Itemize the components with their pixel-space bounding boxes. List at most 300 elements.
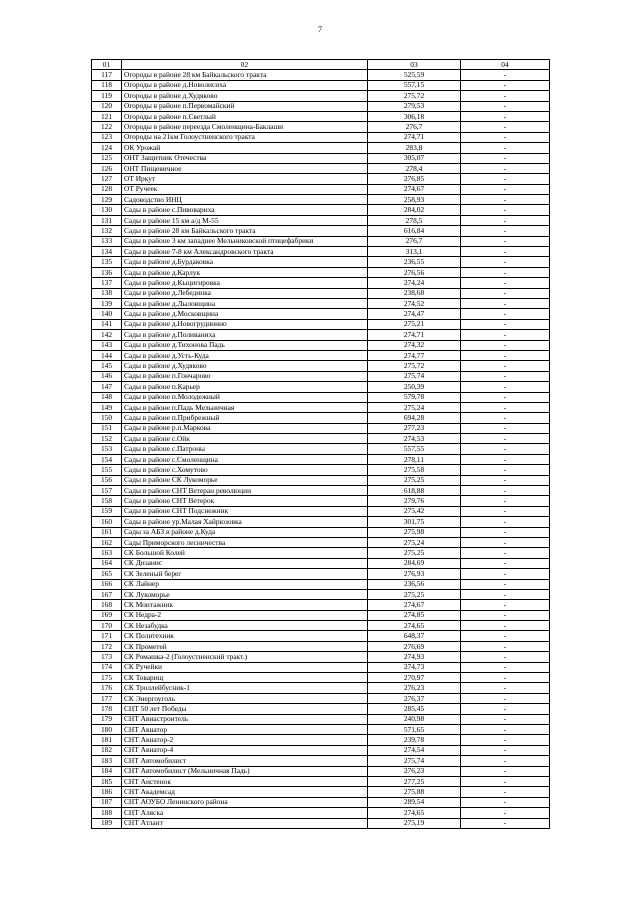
row-number: 183	[92, 756, 122, 766]
row-value: 557,15	[368, 80, 461, 90]
row-note: -	[461, 662, 550, 672]
row-name: Огороды в районе п.Светлый	[122, 111, 368, 121]
table-row	[92, 195, 550, 205]
row-value: 616,84	[368, 226, 461, 236]
row-name: СК Прометей	[122, 641, 368, 651]
row-note: -	[461, 330, 550, 340]
row-note: -	[461, 392, 550, 402]
table-row	[92, 236, 550, 246]
row-name: Сады в районе с.Смоленщина	[122, 454, 368, 464]
row-name: Садоводство ИНЦ	[122, 195, 368, 205]
row-note: -	[461, 70, 550, 80]
row-value: 274,71	[368, 132, 461, 142]
table-row	[92, 205, 550, 215]
row-name: Сады в районе д.Лыловщина	[122, 298, 368, 308]
row-value: 274,52	[368, 298, 461, 308]
row-value: 275,58	[368, 465, 461, 475]
row-value: 274,53	[368, 434, 461, 444]
row-name: СК Политехник	[122, 631, 368, 641]
row-note: -	[461, 756, 550, 766]
row-number: 141	[92, 319, 122, 329]
row-value: 276,7	[368, 122, 461, 132]
row-note: -	[461, 600, 550, 610]
row-note: -	[461, 423, 550, 433]
table-row	[92, 725, 550, 735]
row-note: -	[461, 257, 550, 267]
row-number: 124	[92, 143, 122, 153]
table-row	[92, 413, 550, 423]
row-note: -	[461, 382, 550, 392]
column-header-03: 03	[368, 60, 461, 70]
row-value: 276,23	[368, 683, 461, 693]
row-note: -	[461, 267, 550, 277]
row-value: 648,37	[368, 631, 461, 641]
row-note: -	[461, 247, 550, 257]
table-row	[92, 215, 550, 225]
row-value: 275,19	[368, 818, 461, 828]
row-number: 118	[92, 80, 122, 90]
row-number: 128	[92, 184, 122, 194]
row-name: СК Энергоуголь	[122, 693, 368, 703]
row-value: 278,11	[368, 454, 461, 464]
row-value: 276,37	[368, 693, 461, 703]
row-name: Сады в районе с.Ойк	[122, 434, 368, 444]
row-value: 275,21	[368, 319, 461, 329]
table-row	[92, 319, 550, 329]
row-number: 121	[92, 111, 122, 121]
row-name: Сады в районе п.Падь Мельничная	[122, 402, 368, 412]
row-name: СК Монтажник	[122, 600, 368, 610]
row-note: -	[461, 91, 550, 101]
table-row	[92, 735, 550, 745]
table-row	[92, 267, 550, 277]
row-number: 153	[92, 444, 122, 454]
row-name: Огороды в районе переезда Смоленщина-Баклаши	[122, 122, 368, 132]
row-note: -	[461, 610, 550, 620]
row-name: Сады в районе п.Гончарово	[122, 371, 368, 381]
row-note: -	[461, 808, 550, 818]
row-name: СНТ Аляска	[122, 808, 368, 818]
row-name: Сады в районе р.п.Маркова	[122, 423, 368, 433]
row-number: 156	[92, 475, 122, 485]
row-note: -	[461, 111, 550, 121]
row-name: СК Незабудка	[122, 621, 368, 631]
row-note: -	[461, 641, 550, 651]
row-name: Сады в районе СНТ Ветеран революции	[122, 486, 368, 496]
column-header-02: 02	[122, 60, 368, 70]
table-row	[92, 298, 550, 308]
row-value: 239,78	[368, 735, 461, 745]
row-note: -	[461, 413, 550, 423]
row-name: СК Лайнер	[122, 579, 368, 589]
row-name: ОТ Ручеек	[122, 184, 368, 194]
row-value: 579,78	[368, 392, 461, 402]
table-row	[92, 382, 550, 392]
row-value: 285,45	[368, 704, 461, 714]
row-name: СНТ Авиатор-2	[122, 735, 368, 745]
table-header-row	[92, 60, 550, 70]
row-number: 162	[92, 537, 122, 547]
row-value: 274,54	[368, 745, 461, 755]
row-name: Сады в районе с.Пивовариха	[122, 205, 368, 215]
table-row	[92, 361, 550, 371]
row-note: -	[461, 714, 550, 724]
row-value: 270,97	[368, 673, 461, 683]
row-name: ОК Урожай	[122, 143, 368, 153]
row-note: -	[461, 745, 550, 755]
row-name: Сады в районе 3 км западнее Мельниковской птицефабрики	[122, 236, 368, 246]
row-number: 130	[92, 205, 122, 215]
table-row	[92, 371, 550, 381]
row-value: 557,55	[368, 444, 461, 454]
row-note: -	[461, 683, 550, 693]
row-note: -	[461, 704, 550, 714]
row-number: 187	[92, 797, 122, 807]
data-table	[91, 59, 550, 829]
row-number: 131	[92, 215, 122, 225]
row-name: Сады в районе д.Бурдаковка	[122, 257, 368, 267]
row-value: 276,56	[368, 267, 461, 277]
row-note: -	[461, 80, 550, 90]
row-value: 276,69	[368, 641, 461, 651]
table-row	[92, 184, 550, 194]
row-number: 132	[92, 226, 122, 236]
row-number: 143	[92, 340, 122, 350]
table-row	[92, 350, 550, 360]
row-number: 180	[92, 725, 122, 735]
row-name: Сады в районе СНТ Ветерок	[122, 496, 368, 506]
row-note: -	[461, 506, 550, 516]
table-row	[92, 70, 550, 80]
row-note: -	[461, 787, 550, 797]
row-name: Сады в районе д.Московщина	[122, 309, 368, 319]
row-number: 147	[92, 382, 122, 392]
row-name: Сады в районе 28 км Байкальского тракта	[122, 226, 368, 236]
table-row	[92, 80, 550, 90]
table-row	[92, 465, 550, 475]
row-value: 275,42	[368, 506, 461, 516]
row-name: Сады в районе п.Карьер	[122, 382, 368, 392]
row-value: 274,65	[368, 621, 461, 631]
row-note: -	[461, 205, 550, 215]
row-name: СК Ромашка-2 (Голоустненский тракт.)	[122, 652, 368, 662]
row-value: 275,72	[368, 91, 461, 101]
row-note: -	[461, 309, 550, 319]
row-number: 154	[92, 454, 122, 464]
table-row	[92, 776, 550, 786]
row-value: 274,47	[368, 309, 461, 319]
row-value: 694,28	[368, 413, 461, 423]
row-note: -	[461, 735, 550, 745]
row-name: СНТ Автомобилист (Мельничная Падь)	[122, 766, 368, 776]
table-row	[92, 673, 550, 683]
row-value: 274,93	[368, 652, 461, 662]
row-name: Сады в районе п.Молодежный	[122, 392, 368, 402]
row-value: 275,74	[368, 756, 461, 766]
row-value: 250,39	[368, 382, 461, 392]
row-note: -	[461, 496, 550, 506]
row-value: 238,68	[368, 288, 461, 298]
table-row	[92, 704, 550, 714]
row-name: Сады за АБЗ в районе д.Куда	[122, 527, 368, 537]
row-number: 134	[92, 247, 122, 257]
table-row	[92, 506, 550, 516]
row-value: 571,65	[368, 725, 461, 735]
table-row	[92, 548, 550, 558]
row-value: 277,23	[368, 423, 461, 433]
table-row	[92, 278, 550, 288]
row-number: 135	[92, 257, 122, 267]
row-name: Сады в районе ур.Малая Хайрюзовка	[122, 517, 368, 527]
row-number: 164	[92, 558, 122, 568]
table-row	[92, 579, 550, 589]
table-row	[92, 309, 550, 319]
row-value: 306,18	[368, 111, 461, 121]
table-row	[92, 714, 550, 724]
row-name: СНТ 50 лет Победы	[122, 704, 368, 714]
row-value: 274,65	[368, 808, 461, 818]
row-note: -	[461, 652, 550, 662]
table-row	[92, 163, 550, 173]
row-note: -	[461, 371, 550, 381]
row-number: 168	[92, 600, 122, 610]
row-name: Сады Приморского лесничества	[122, 537, 368, 547]
row-value: 279,53	[368, 101, 461, 111]
row-note: -	[461, 486, 550, 496]
table-row	[92, 745, 550, 755]
row-note: -	[461, 132, 550, 142]
row-note: -	[461, 184, 550, 194]
table-row	[92, 444, 550, 454]
row-number: 171	[92, 631, 122, 641]
row-name: СНТ Авиатор	[122, 725, 368, 735]
row-value: 276,93	[368, 569, 461, 579]
table-row	[92, 101, 550, 111]
row-number: 159	[92, 506, 122, 516]
table-row	[92, 174, 550, 184]
row-note: -	[461, 475, 550, 485]
row-number: 157	[92, 486, 122, 496]
row-number: 188	[92, 808, 122, 818]
row-name: Огороды в районе д.Худяково	[122, 91, 368, 101]
row-number: 179	[92, 714, 122, 724]
row-note: -	[461, 527, 550, 537]
row-number: 119	[92, 91, 122, 101]
row-note: -	[461, 350, 550, 360]
row-value: 313,1	[368, 247, 461, 257]
row-number: 133	[92, 236, 122, 246]
row-number: 123	[92, 132, 122, 142]
row-number: 152	[92, 434, 122, 444]
row-value: 275,25	[368, 589, 461, 599]
row-number: 167	[92, 589, 122, 599]
table-row	[92, 527, 550, 537]
table-row	[92, 402, 550, 412]
table-row	[92, 600, 550, 610]
row-name: СНТ Аистенок	[122, 776, 368, 786]
row-name: Сады в районе д.Усть-Куда	[122, 350, 368, 360]
row-name: СК Товарищ	[122, 673, 368, 683]
row-name: ОНТ Пищевичное	[122, 163, 368, 173]
row-number: 139	[92, 298, 122, 308]
table-row	[92, 122, 550, 132]
row-note: -	[461, 319, 550, 329]
table-body	[92, 60, 550, 829]
column-header-01: 01	[92, 60, 122, 70]
table-row	[92, 423, 550, 433]
row-note: -	[461, 454, 550, 464]
row-name: СНТ Академсад	[122, 787, 368, 797]
row-note: -	[461, 579, 550, 589]
row-name: Огороды в районе д.Новолисиха	[122, 80, 368, 90]
row-name: Огороды в районе п.Первомайский	[122, 101, 368, 111]
row-value: 274,67	[368, 600, 461, 610]
row-name: Огороды на 21км Голоустненского тракта	[122, 132, 368, 142]
row-value: 274,73	[368, 662, 461, 672]
row-value: 284,69	[368, 558, 461, 568]
row-number: 120	[92, 101, 122, 111]
row-note: -	[461, 174, 550, 184]
row-number: 127	[92, 174, 122, 184]
table-row	[92, 797, 550, 807]
table-row	[92, 537, 550, 547]
row-value: 289,54	[368, 797, 461, 807]
row-note: -	[461, 776, 550, 786]
row-number: 158	[92, 496, 122, 506]
row-number: 182	[92, 745, 122, 755]
row-number: 137	[92, 278, 122, 288]
row-value: 275,24	[368, 537, 461, 547]
row-note: -	[461, 797, 550, 807]
row-note: -	[461, 537, 550, 547]
table-row	[92, 589, 550, 599]
row-number: 181	[92, 735, 122, 745]
row-note: -	[461, 517, 550, 527]
row-note: -	[461, 569, 550, 579]
row-note: -	[461, 288, 550, 298]
row-note: -	[461, 621, 550, 631]
row-name: Сады в районе д.Карлук	[122, 267, 368, 277]
row-note: -	[461, 402, 550, 412]
table-row	[92, 652, 550, 662]
row-number: 145	[92, 361, 122, 371]
row-number: 148	[92, 392, 122, 402]
row-number: 161	[92, 527, 122, 537]
row-number: 189	[92, 818, 122, 828]
row-value: 275,72	[368, 361, 461, 371]
row-number: 178	[92, 704, 122, 714]
row-note: -	[461, 278, 550, 288]
row-name: Сады в районе СНТ Подснежник	[122, 506, 368, 516]
row-value: 276,85	[368, 174, 461, 184]
row-number: 169	[92, 610, 122, 620]
row-name: СК Недра-2	[122, 610, 368, 620]
row-note: -	[461, 298, 550, 308]
row-name: ОНТ Защитник Отечества	[122, 153, 368, 163]
row-name: СНТ Атлант	[122, 818, 368, 828]
row-value: 301,75	[368, 517, 461, 527]
row-name: Сады в районе п.Прибрежный	[122, 413, 368, 423]
row-number: 129	[92, 195, 122, 205]
row-name: Сады в районе д.Лебединка	[122, 288, 368, 298]
row-name: Сады в районе д.Тихонова Падь	[122, 340, 368, 350]
row-value: 305,07	[368, 153, 461, 163]
row-value: 278,5	[368, 215, 461, 225]
row-note: -	[461, 101, 550, 111]
row-name: Сады в районе д.Худяково	[122, 361, 368, 371]
table-row	[92, 143, 550, 153]
table-row	[92, 610, 550, 620]
row-number: 126	[92, 163, 122, 173]
row-value: 274,71	[368, 330, 461, 340]
table-row	[92, 226, 550, 236]
table-row	[92, 756, 550, 766]
table-row	[92, 641, 550, 651]
table-row	[92, 132, 550, 142]
row-name: Сады в районе д.Кыцигировка	[122, 278, 368, 288]
row-note: -	[461, 195, 550, 205]
row-number: 172	[92, 641, 122, 651]
row-note: -	[461, 153, 550, 163]
row-name: СК Лукоморье	[122, 589, 368, 599]
table-row	[92, 621, 550, 631]
row-number: 151	[92, 423, 122, 433]
row-number: 184	[92, 766, 122, 776]
table-row	[92, 766, 550, 776]
table-row	[92, 662, 550, 672]
row-value: 274,24	[368, 278, 461, 288]
row-note: -	[461, 143, 550, 153]
row-value: 525,59	[368, 70, 461, 80]
row-value: 278,4	[368, 163, 461, 173]
row-value: 275,74	[368, 371, 461, 381]
table-row	[92, 340, 550, 350]
row-number: 150	[92, 413, 122, 423]
table-row	[92, 247, 550, 257]
row-name: СК Дизанис	[122, 558, 368, 568]
row-number: 142	[92, 330, 122, 340]
row-name: СК Ручейки	[122, 662, 368, 672]
table-row	[92, 91, 550, 101]
table-row	[92, 496, 550, 506]
row-value: 240,98	[368, 714, 461, 724]
table-row	[92, 475, 550, 485]
row-name: Сады в районе д.Поливаниха	[122, 330, 368, 340]
row-number: 138	[92, 288, 122, 298]
row-number: 166	[92, 579, 122, 589]
column-header-04: 04	[461, 60, 550, 70]
row-note: -	[461, 818, 550, 828]
table-row	[92, 517, 550, 527]
row-number: 140	[92, 309, 122, 319]
row-name: СНТ АОУБО Ленинского района	[122, 797, 368, 807]
row-note: -	[461, 434, 550, 444]
row-note: -	[461, 465, 550, 475]
row-number: 165	[92, 569, 122, 579]
row-number: 176	[92, 683, 122, 693]
row-name: Сады в районе с.Патроны	[122, 444, 368, 454]
row-value: 283,8	[368, 143, 461, 153]
row-name: Огороды в районе 28 км Байкальского тракта	[122, 70, 368, 80]
row-note: -	[461, 631, 550, 641]
row-name: Сады в районе 15 км а/д М-55	[122, 215, 368, 225]
row-note: -	[461, 548, 550, 558]
row-name: ОТ Иркут	[122, 174, 368, 184]
row-value: 274,77	[368, 350, 461, 360]
row-note: -	[461, 589, 550, 599]
table-row	[92, 558, 550, 568]
row-note: -	[461, 361, 550, 371]
